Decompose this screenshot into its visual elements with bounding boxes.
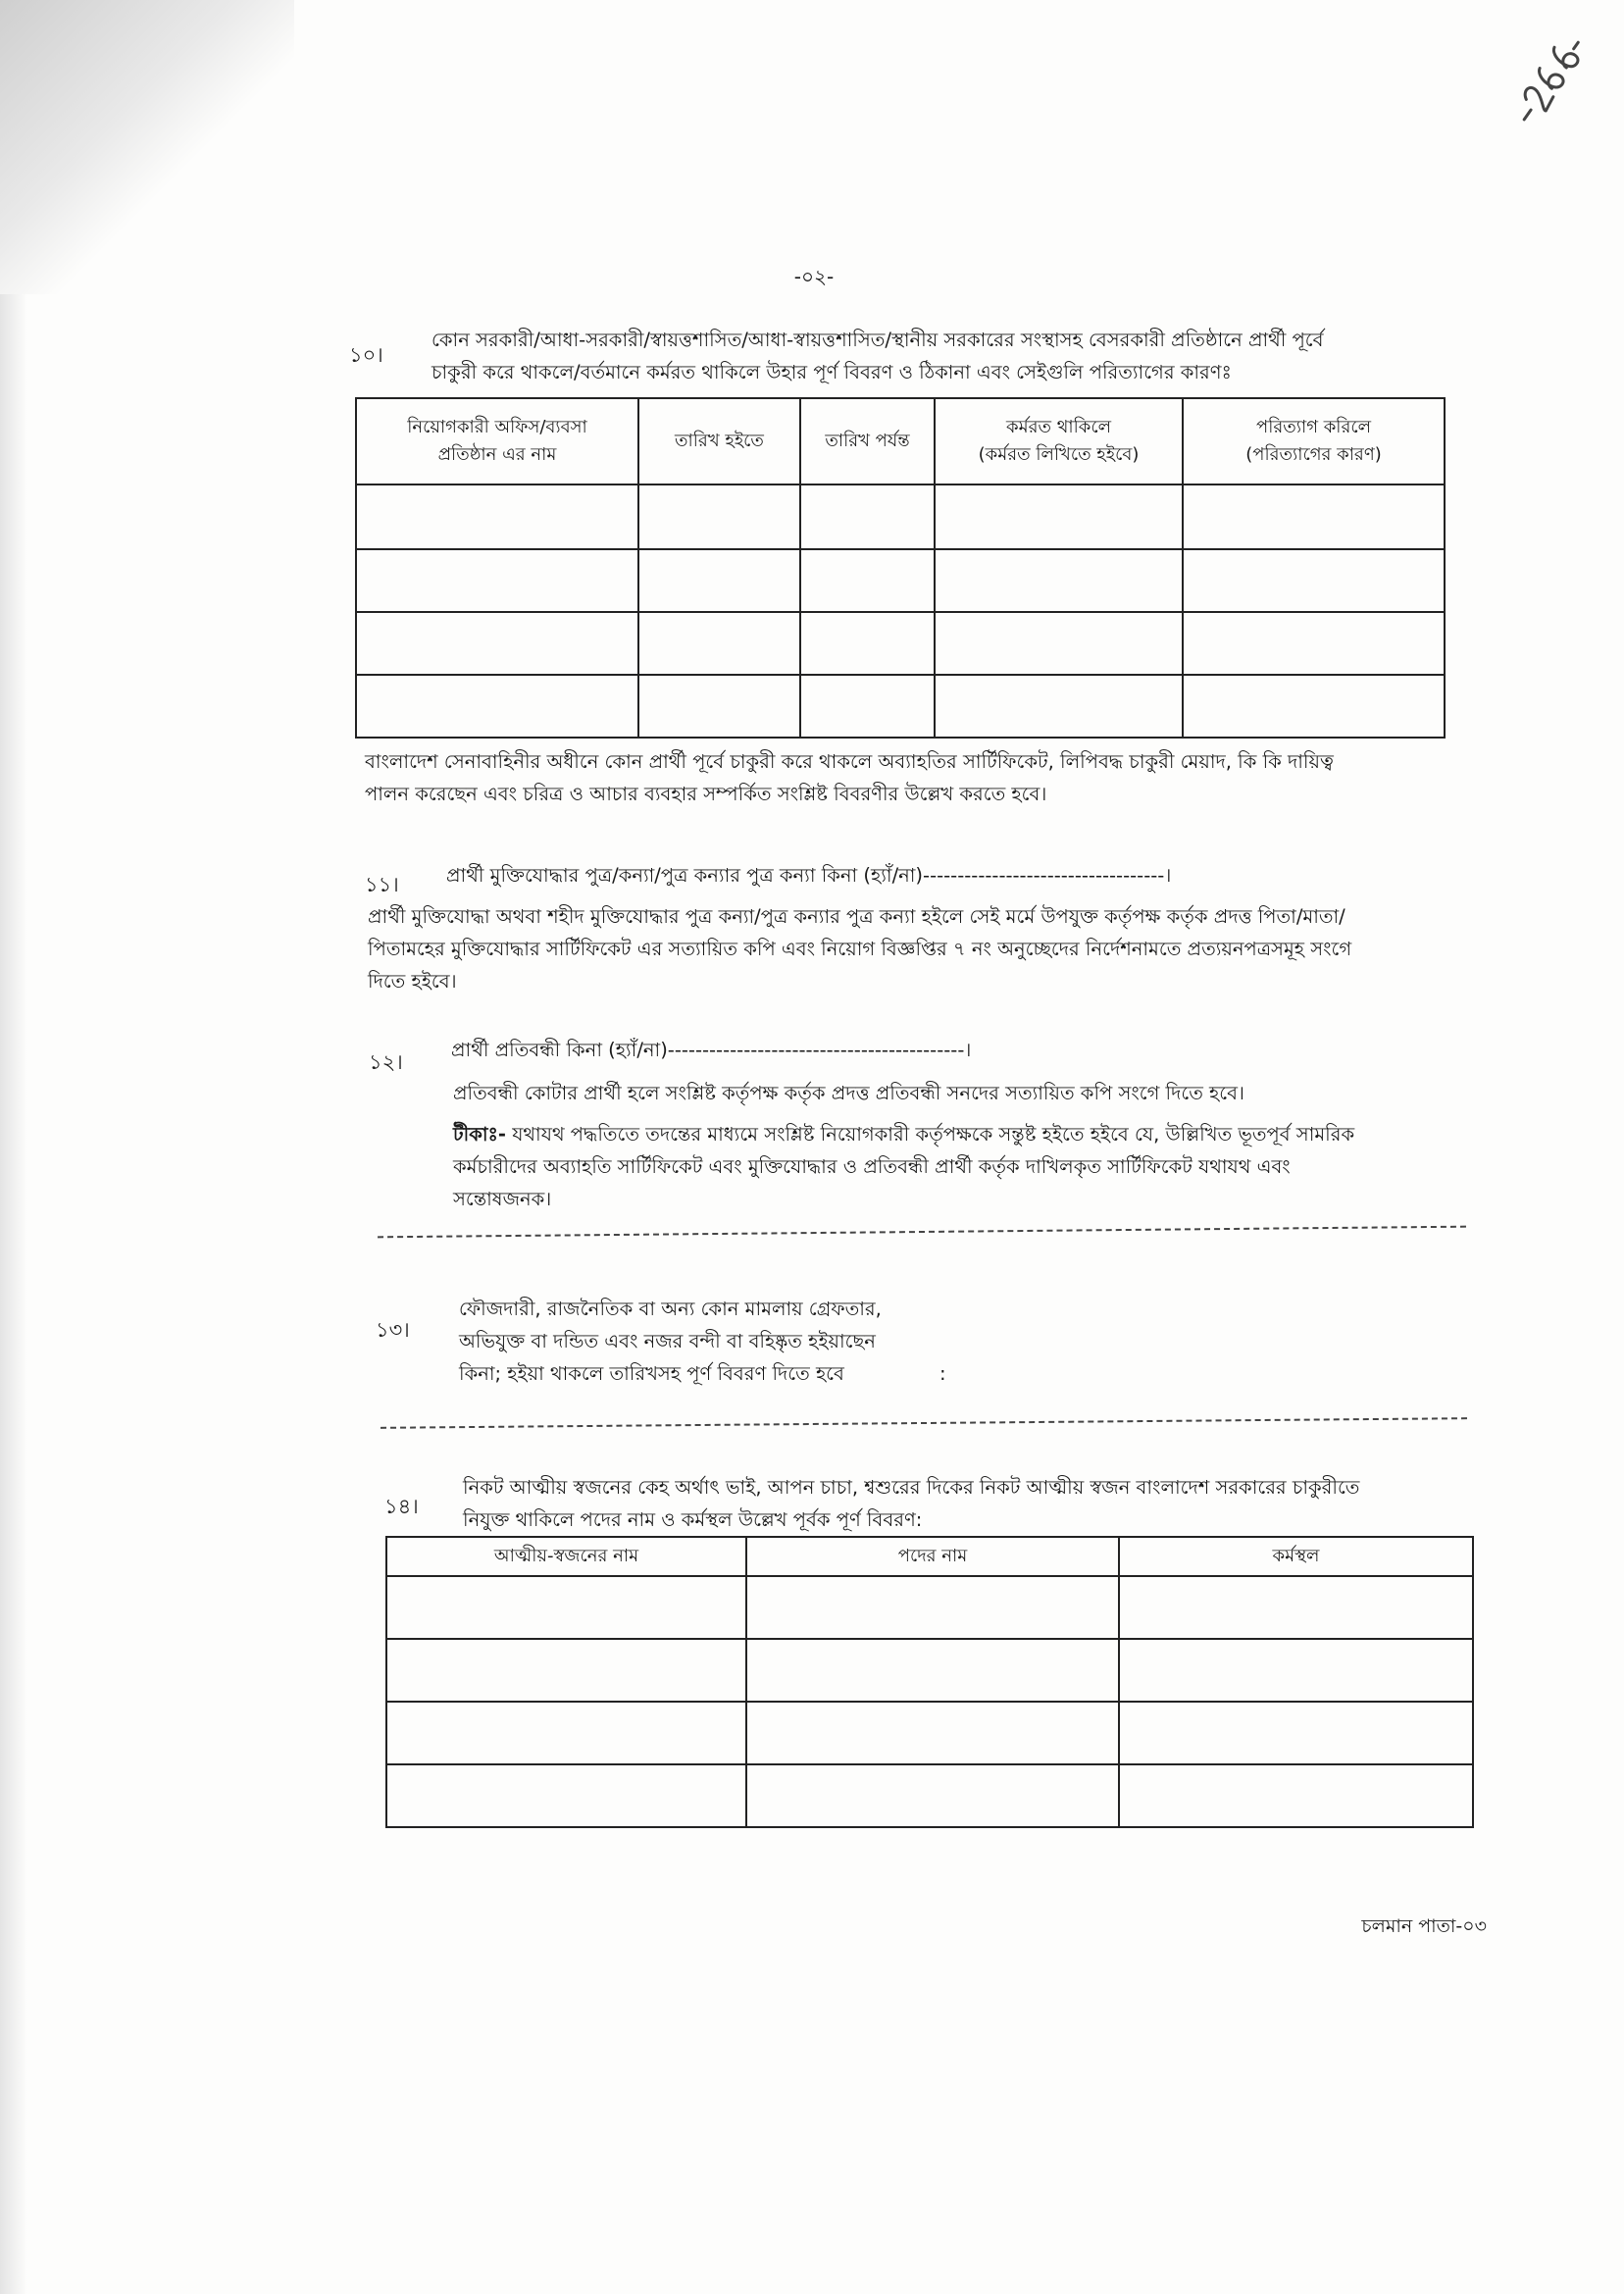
freedom-fighter-note: [368, 900, 1456, 997]
col-header-from-date: তারিখ হইতে: [638, 398, 800, 484]
table-row: [386, 1764, 1473, 1827]
table-cell[interactable]: [800, 675, 935, 738]
tika-line-1-text: যথাযথ পদ্ধতিতে তদন্তের মাধ্যমে সংশ্লিষ্ট নিয়োগকারী কর্তৃপক্ষকে সন্তুষ্ট হইতে হইবে যে, উল্লিখিত ভূতপূর্ব সামরিক: [506, 1123, 1355, 1146]
table-cell[interactable]: [1183, 484, 1445, 549]
table-cell[interactable]: [638, 549, 800, 612]
table-cell[interactable]: [356, 612, 638, 675]
table-cell[interactable]: [1119, 1639, 1473, 1702]
section-12-number: ১২।: [369, 1050, 403, 1074]
table-cell[interactable]: [1183, 612, 1445, 675]
relatives-table-header-row: [386, 1537, 1473, 1576]
section-10-text: [431, 324, 1471, 388]
section-10-number: ১০।: [349, 343, 383, 367]
army-service-note-line-2: পালন করেছেন এবং চরিত্র ও আচার ব্যবহার সম্পর্কিত সংশ্লিষ্ট বিবরণীর উল্লেখ করতে হবে।: [365, 783, 1047, 805]
col-header-post-name: পদের নাম: [746, 1537, 1119, 1576]
table-cell[interactable]: [746, 1576, 1119, 1639]
army-service-note-line-1: বাংলাদেশ সেনাবাহিনীর অধীনে কোন প্রার্থী পূর্বে চাকুরী করে থাকলে অব্যাহতির সার্টিফিকেট, লিপিবদ্ধ চাকুরী মেয়াদ, কি কি দায়িত্ব: [365, 750, 1334, 773]
disability-note: প্রতিবন্ধী কোটার প্রার্থী হলে সংশ্লিষ্ট কর্তৃপক্ষ কর্তৃক প্রদত্ত প্রতিবন্ধী সনদের সত্যায়িত কপি সংগে দিতে হবে।: [453, 1082, 1244, 1104]
freedom-fighter-question: প্রার্থী মুক্তিযোদ্ধার পুত্র/কন্যা/পুত্র কন্যার পুত্র কন্যা কিনা (হ্যাঁ/না)-----------------------------------।: [446, 864, 1172, 887]
table-cell[interactable]: [1119, 1576, 1473, 1639]
table-cell[interactable]: [386, 1764, 746, 1827]
col-header-to-date: তারিখ পর্যন্ত: [800, 398, 935, 484]
section-13-number: ১৩।: [376, 1318, 410, 1342]
relatives-text: [463, 1471, 1473, 1536]
table-cell[interactable]: [746, 1639, 1119, 1702]
table-cell[interactable]: [356, 675, 638, 738]
table-cell[interactable]: [638, 612, 800, 675]
answer-colon: :: [939, 1362, 946, 1385]
table-cell[interactable]: [1183, 549, 1445, 612]
freedom-fighter-note-line-1: প্রার্থী মুক্তিযোদ্ধা অথবা শহীদ মুক্তিযোদ্ধার পুত্র কন্যা/পুত্র কন্যার পুত্র কন্যা হইলে সেই মর্মে উপযুক্ত কর্তৃপক্ষ কর্তৃক প্রদত্ত পিতা/মাতা/: [368, 905, 1345, 928]
table-row: [386, 1576, 1473, 1639]
section-10-line-1: কোন সরকারী/আধা-সরকারী/স্বায়ত্তশাসিত/আধা-স্বায়ত্তশাসিত/স্থানীয় সরকারের সংস্থাসহ বেসরকারী প্রতিষ্ঠানে প্রার্থী পূর্বে: [431, 329, 1324, 351]
table-cell[interactable]: [935, 549, 1183, 612]
continued-page-note: চলমান পাতা-০৩: [1361, 1915, 1487, 1937]
table-cell[interactable]: [638, 675, 800, 738]
dashed-separator: [378, 1226, 1466, 1239]
table-cell[interactable]: [746, 1764, 1119, 1827]
section-11-number: ১১।: [365, 873, 399, 896]
page-edge-shadow: [0, 294, 27, 2294]
table-cell[interactable]: [1119, 1702, 1473, 1764]
criminal-record-line-2: অভিযুক্ত বা দন্ডিত এবং নজর বন্দী বা বহিষ্কৃত হইয়াছেন: [459, 1330, 876, 1352]
tika-line-2: কর্মচারীদের অব্যাহতি সার্টিফিকেট এবং মুক্তিযোদ্ধার ও প্রতিবন্ধী প্রার্থী কর্তৃক দাখিলকৃত সার্টিফিকেট যথাযথ এবং: [453, 1155, 1291, 1178]
col-header-workplace: কর্মস্থল: [1119, 1537, 1473, 1576]
table-row: [356, 484, 1445, 549]
table-row: [356, 675, 1445, 738]
section-14-number: ১৪।: [384, 1495, 419, 1518]
criminal-record-line-3: কিনা; হইয়া থাকলে তারিখসহ পূর্ণ বিবরণ দিতে হবে: [459, 1362, 844, 1385]
table-cell[interactable]: [638, 484, 800, 549]
freedom-fighter-note-line-2: পিতামহের মুক্তিযোদ্ধার সার্টিফিকেট এর সত্যায়িত কপি এবং নিয়োগ বিজ্ঞপ্তির ৭ নং অনুচ্ছেদের নির্দেশনামতে প্রত্যয়নপত্রসমূহ সংগে: [368, 938, 1352, 960]
freedom-fighter-note-line-3: দিতে হইবে।: [368, 970, 457, 993]
table-cell[interactable]: [800, 612, 935, 675]
table-cell[interactable]: [935, 484, 1183, 549]
table-row: [356, 549, 1445, 612]
section-10-line-2: চাকুরী করে থাকলে/বর্তমানে কর্মরত থাকিলে উহার পূর্ণ বিবরণ ও ঠিকানা এবং সেইগুলি পরিত্যাগের কারণঃ: [431, 361, 1232, 383]
criminal-record-line-1: ফৌজদারী, রাজনৈতিক বা অন্য কোন মামলায় গ্রেফতার,: [459, 1298, 882, 1320]
table-row: [386, 1702, 1473, 1764]
table-cell[interactable]: [935, 675, 1183, 738]
table-cell[interactable]: [800, 549, 935, 612]
table-row: [386, 1639, 1473, 1702]
col-header-currently-employed: কর্মরত থাকিলে (কর্মরত লিখিতে হইবে): [935, 398, 1183, 484]
disability-question: প্রার্থী প্রতিবন্ধী কিনা (হ্যাঁ/না)-------------------------------------------।: [451, 1039, 972, 1061]
col-header-relative-name: আত্মীয়-স্বজনের নাম: [386, 1537, 746, 1576]
table-cell[interactable]: [935, 612, 1183, 675]
table-row: [356, 612, 1445, 675]
criminal-record-question: [459, 1293, 882, 1390]
table-cell[interactable]: [356, 549, 638, 612]
table-cell[interactable]: [356, 484, 638, 549]
table-cell[interactable]: [1183, 675, 1445, 738]
page-number: -০২-: [793, 265, 835, 288]
col-header-left-reason: পরিত্যাগ করিলে (পরিত্যাগের কারণ): [1183, 398, 1445, 484]
table-cell[interactable]: [386, 1702, 746, 1764]
tika-note: [453, 1118, 1463, 1215]
tika-label: টীকাঃ-: [453, 1123, 506, 1146]
table-cell[interactable]: [386, 1639, 746, 1702]
employment-history-table: [355, 397, 1446, 739]
army-service-note: [365, 745, 1453, 810]
relatives-table: [385, 1536, 1474, 1828]
relatives-line-2: নিযুক্ত থাকিলে পদের নাম ও কর্মস্থল উল্লেখ পূর্বক পূর্ণ বিবরণ:: [463, 1508, 923, 1531]
table-cell[interactable]: [746, 1702, 1119, 1764]
relatives-line-1: নিকট আত্মীয় স্বজনের কেহ অর্থাৎ ভাই, আপন চাচা, শ্বশুরের দিকের নিকট আত্মীয় স্বজন বাংলাদেশ সরকারের চাকুরীতে: [463, 1476, 1360, 1499]
tika-line-3: সন্তোষজনক।: [453, 1188, 552, 1210]
handwritten-page-mark: [1496, 29, 1603, 137]
col-header-employer: নিয়োগকারী অফিস/ব্যবসা প্রতিষ্ঠান এর নাম: [356, 398, 638, 484]
tika-line-1: [453, 1118, 1463, 1150]
employment-table-header-row: [356, 398, 1445, 484]
dashed-separator: [381, 1417, 1467, 1429]
table-cell[interactable]: [800, 484, 935, 549]
table-cell[interactable]: [1119, 1764, 1473, 1827]
table-cell[interactable]: [386, 1576, 746, 1639]
folded-corner: [0, 0, 294, 294]
